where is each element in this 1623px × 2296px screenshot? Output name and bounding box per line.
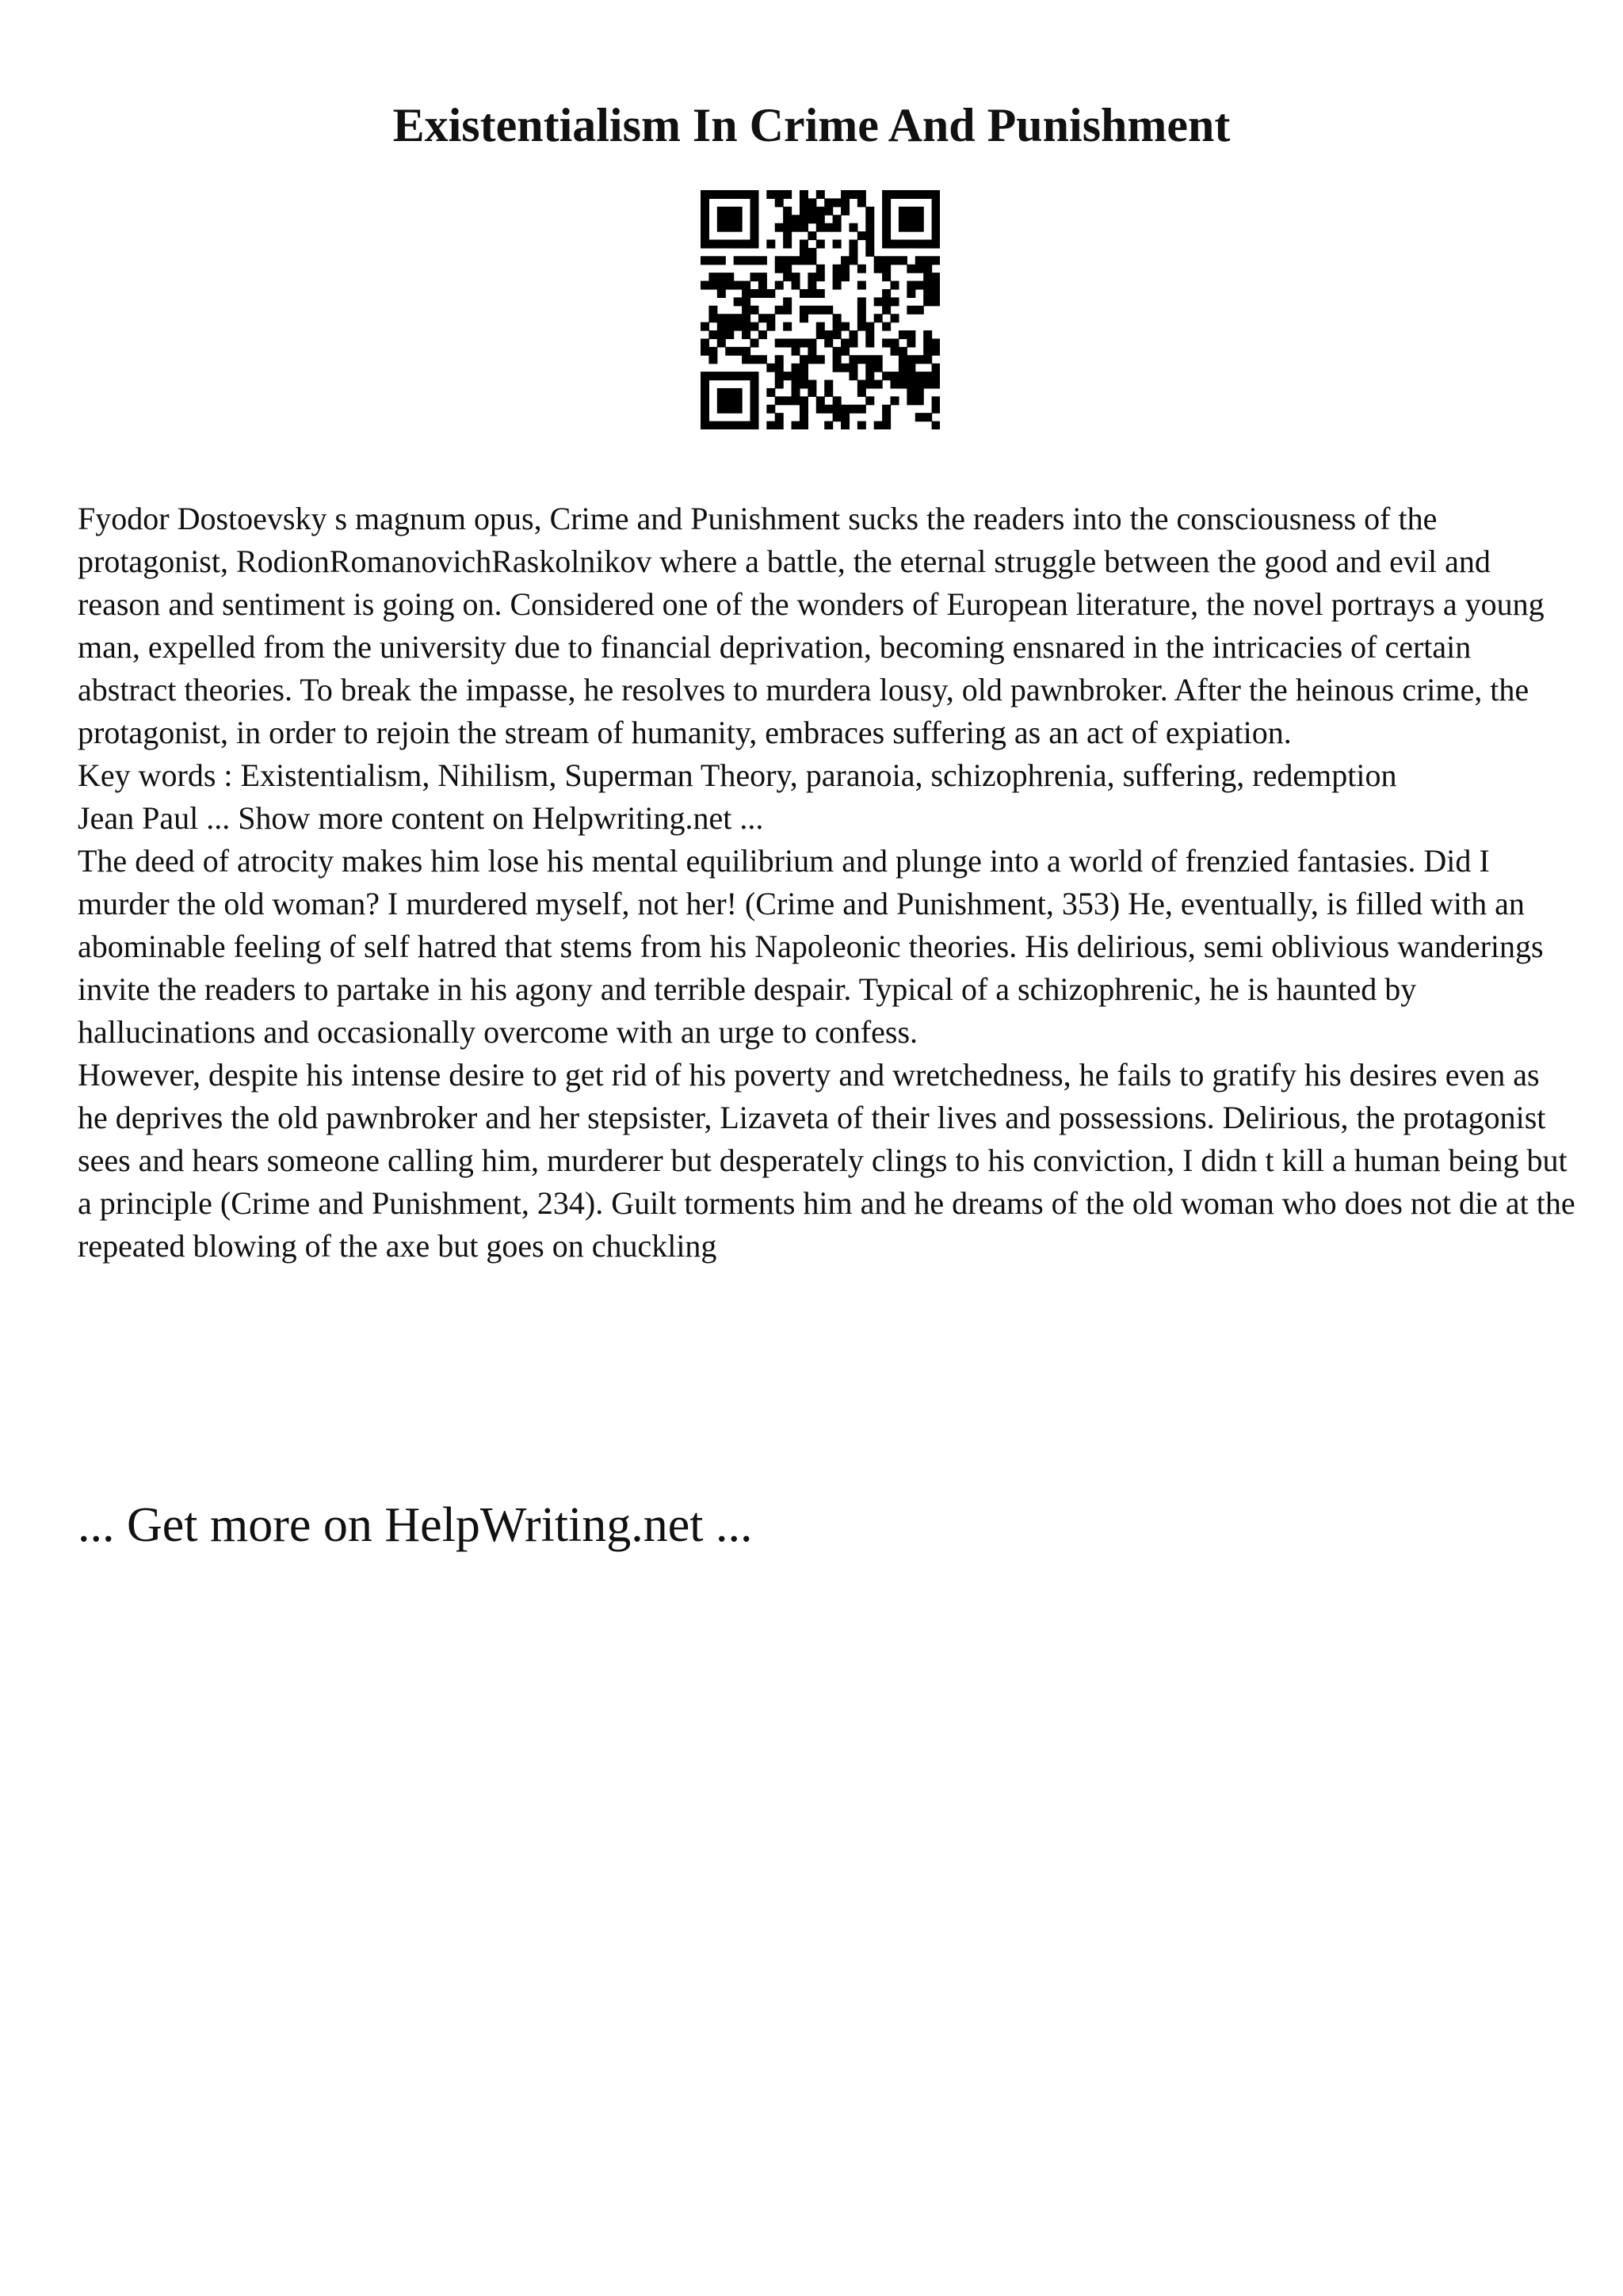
- paragraph-show-more: Jean Paul ... Show more content on Helpwriting.net ...: [78, 800, 764, 836]
- paragraph-desire: However, despite his intense desire to get rid of his poverty and wretchedness, he fails to gratify his desires even as he deprives the old pawnbroker and her stepsister, Lizaveta of their lives and possessions. Delirious, the protagonist sees and hears someone calling him, murderer but desperately clings to his conviction, I didn t kill a human being but a principle (Crime and Punishment, 234). Guilt torments him and he dreams of the old woman who does not die at the repeated blowing of the axe but goes on chuckling: [78, 1057, 1575, 1264]
- get-more-link[interactable]: ... Get more on HelpWriting.net ...: [78, 1498, 753, 1552]
- qr-code: [701, 190, 940, 429]
- paragraph-intro: Fyodor Dostoevsky s magnum opus, Crime and Punishment sucks the readers into the consciousness of the protagonist, RodionRomanovichRaskolnikov where a battle, the eternal struggle between the good and evil and reason and sentiment is going on. Considered one of the wonders of European literature, the novel portrays a young man, expelled from the university due to financial deprivation, becoming ensnared in the intricacies of certain abstract theories. To break the impasse, he resolves to murdera lousy, old pawnbroker. After the heinous crime, the protagonist, in order to rejoin the stream of humanity, embraces suffering as an act of expiation.: [78, 501, 1545, 750]
- paragraph-keywords: Key words : Existentialism, Nihilism, Superman Theory, paranoia, schizophrenia, suffering, redemption: [78, 757, 1397, 793]
- document-title: Existentialism In Crime And Punishment: [392, 99, 1231, 151]
- paragraph-atrocity: The deed of atrocity makes him lose his mental equilibrium and plunge into a world of frenzied fantasies. Did I murder the old woman? I murdered myself, not her! (Crime and Punishment, 353) He, eventually, is filled with an abominable feeling of self hatred that stems from his Napoleonic theories. His delirious, semi oblivious wanderings invite the readers to partake in his agony and terrible despair. Typical of a schizophrenic, he is haunted by hallucinations and occasionally overcome with an urge to confess.: [78, 843, 1544, 1050]
- document-body: [78, 498, 1575, 1268]
